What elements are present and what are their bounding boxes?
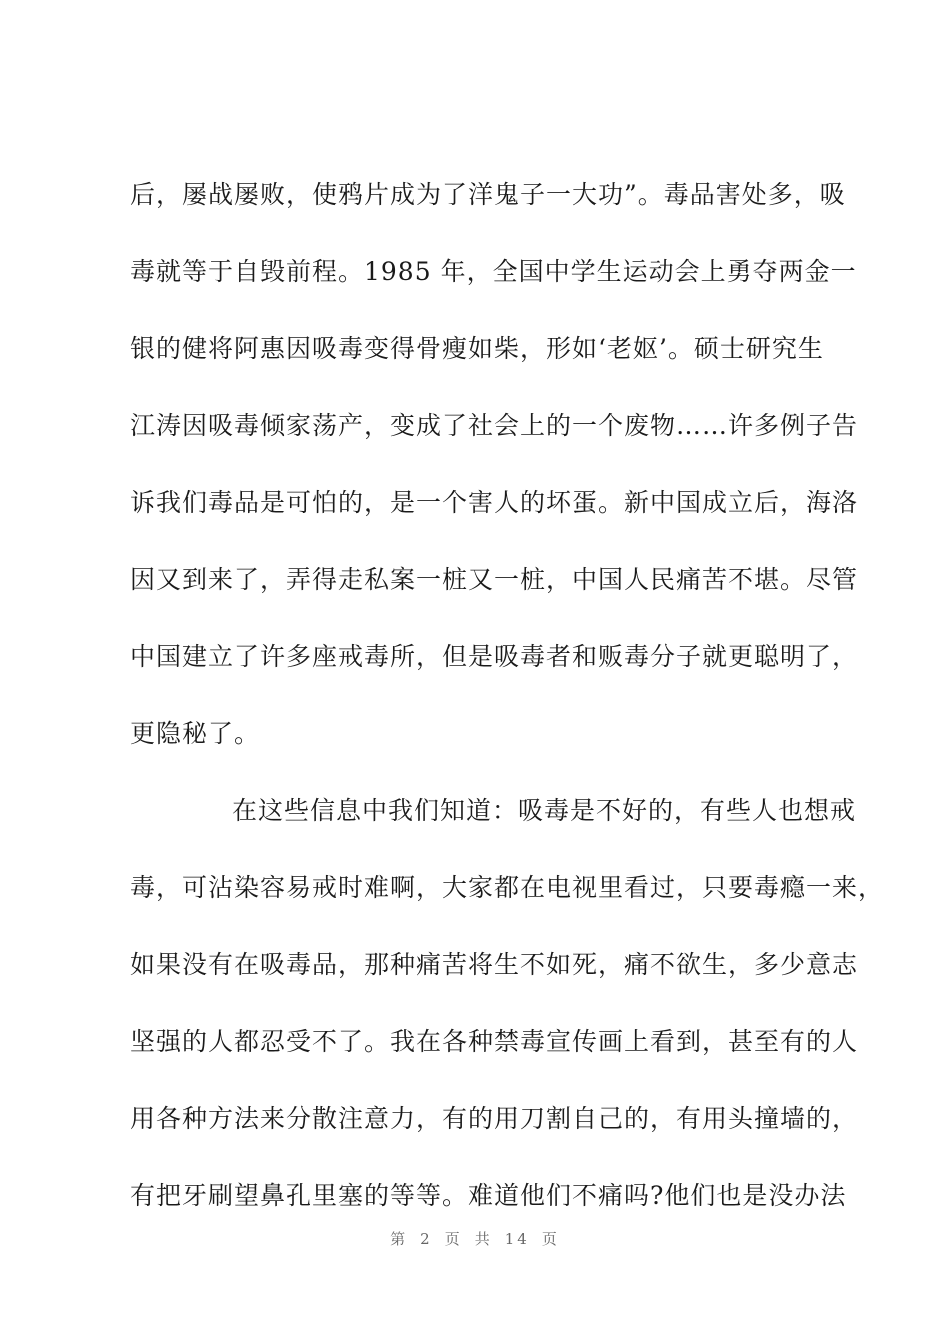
page-footer bbox=[0, 1228, 950, 1249]
footer-label-ye2: 页 bbox=[541, 1230, 560, 1248]
text-line: 有把牙刷望鼻孔里塞的等等。难道他们不痛吗?他们也是没办法 bbox=[130, 1181, 847, 1210]
page-number: 2 bbox=[420, 1230, 433, 1248]
paragraph-first-line: 在这些信息中我们知道：吸毒是不好的，有些人也想戒 bbox=[232, 796, 857, 825]
footer-label-ye: 页 bbox=[444, 1230, 463, 1248]
text-line: 用各种方法来分散注意力，有的用刀割自己的，有用头撞墙的， bbox=[130, 1104, 859, 1133]
text-line: 如果没有在吸毒品，那种痛苦将生不如死，痛不欲生，多少意志 bbox=[130, 950, 859, 979]
text-line: 江涛因吸毒倾家荡产，变成了社会上的一个废物……许多例子告 bbox=[130, 411, 859, 440]
text-line: 更隐秘了。 bbox=[130, 719, 261, 748]
text-line: 因又到来了，弄得走私案一桩又一桩，中国人民痛苦不堪。尽管 bbox=[130, 565, 859, 594]
text-line: 毒，可沾染容易戒时难啊，大家都在电视里看过，只要毒瘾一来， bbox=[130, 873, 885, 902]
page-total: 14 bbox=[504, 1230, 530, 1248]
text-line: 坚强的人都忍受不了。我在各种禁毒宣传画上看到，甚至有的人 bbox=[130, 1027, 859, 1056]
footer-label-di: 第 bbox=[390, 1230, 409, 1248]
text-line: 银的健将阿惠因吸毒变得骨瘦如柴，形如‘老妪’。硕士研究生 bbox=[130, 334, 824, 363]
text-line: 毒就等于自毁前程。1985 年，全国中学生运动会上勇夺两金一 bbox=[130, 257, 857, 286]
text-line: 诉我们毒品是可怕的，是一个害人的坏蛋。新中国成立后，海洛 bbox=[130, 488, 859, 517]
footer-label-gong: 共 bbox=[474, 1230, 493, 1248]
text-line: 后，屡战屡败，使鸦片成为了洋鬼子一大功”。毒品害处多，吸 bbox=[130, 180, 846, 209]
text-line: 中国建立了许多座戒毒所，但是吸毒者和贩毒分子就更聪明了， bbox=[130, 642, 859, 671]
